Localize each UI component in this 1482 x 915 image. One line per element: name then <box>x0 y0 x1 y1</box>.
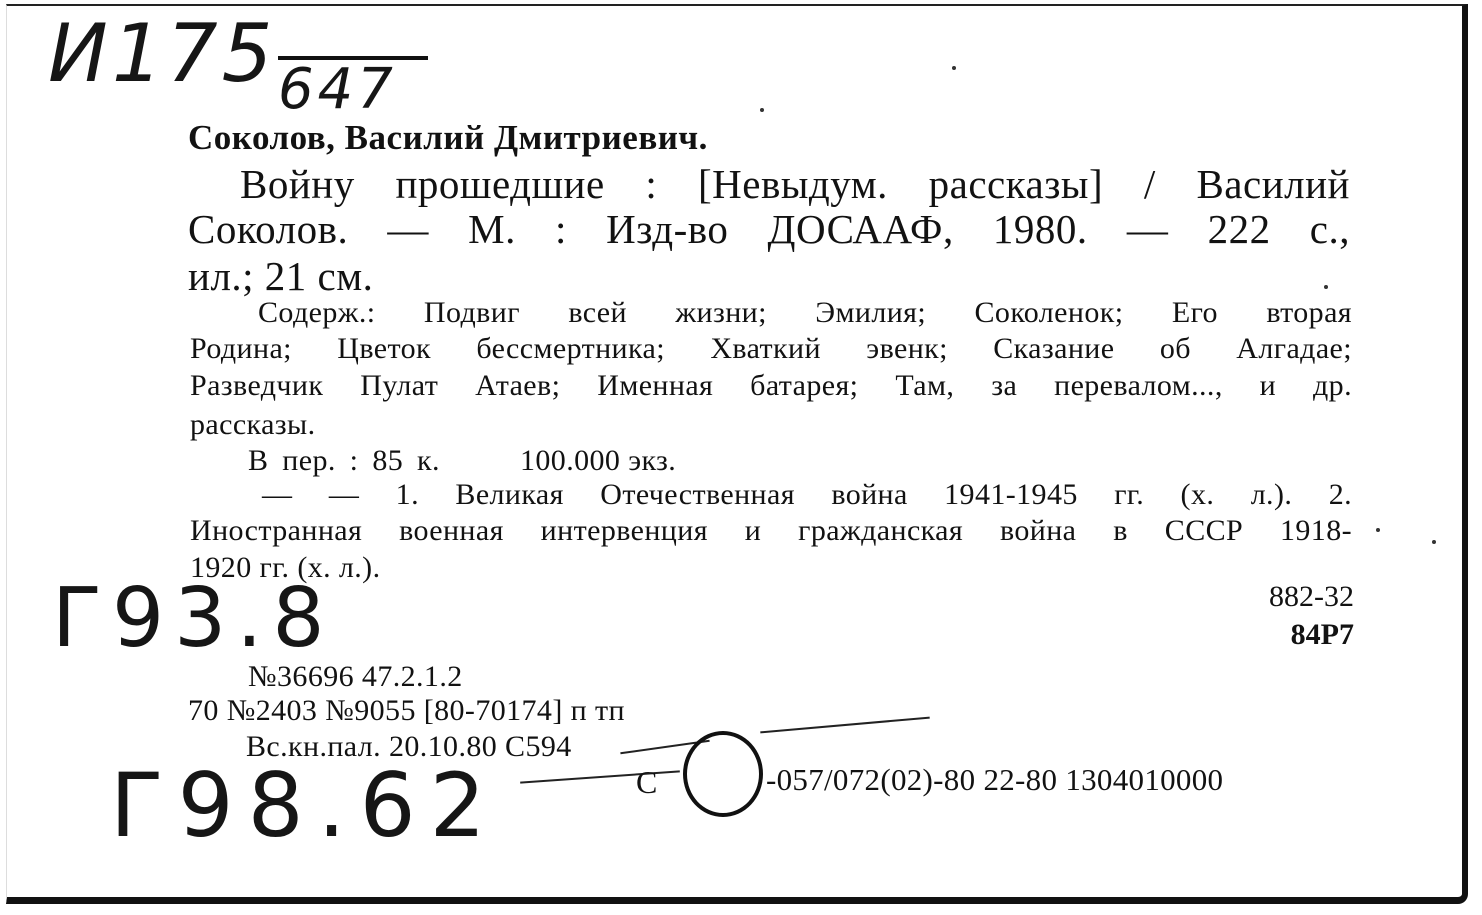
isbn-prefix-letter: С <box>636 764 658 800</box>
price-note: В пер. : 85 к. <box>248 444 440 477</box>
circle-mark <box>683 731 763 817</box>
speck <box>760 108 764 112</box>
contents-line: Родина; Цветок бессмертника; Хваткий эвенк; Сказание об Алгадае; <box>190 332 1352 365</box>
speck <box>1324 285 1328 289</box>
title-line: ил.; 21 см. <box>188 253 374 299</box>
contents-line: Содерж.: Подвиг всей жизни; Эмилия; Соколенок; Его вторая <box>258 296 1352 329</box>
subject-line: — — 1. Великая Отечественная война 1941-1945 гг. (х. л.). 2. <box>262 478 1352 511</box>
subject-line: 1920 гг. (х. л.). <box>190 551 381 584</box>
contents-line: рассказы. <box>190 408 316 441</box>
subject-line: Иностранная военная интервенция и гражданская война в СССР 1918- <box>190 514 1352 547</box>
handwritten-call-number-sub: 647 <box>278 56 428 118</box>
title-line: Соколов. — М. : Изд-во ДОСААФ, 1980. — 222 с., <box>188 206 1350 252</box>
contents-line: Разведчик Пулат Атаев; Именная батарея; Там, за перевалом..., и др. <box>190 369 1352 402</box>
reference-line: Вс.кн.пал. 20.10.80 С594 <box>246 730 572 763</box>
speck <box>1376 528 1380 532</box>
handwritten-class-mark: Г93.8 <box>52 571 335 666</box>
author-heading: Соколов, Василий Дмитриевич. <box>188 118 708 157</box>
isbn-code: -057/072(02)-80 22-80 1304010000 <box>766 762 1224 797</box>
title-line: Войну прошедшие : [Невыдум. рассказы] / Василий <box>240 161 1350 207</box>
print-run: 100.000 экз. <box>520 444 677 477</box>
reference-line: №36696 47.2.1.2 <box>248 660 463 693</box>
handwritten-shelf-mark: Г98.62 <box>110 754 500 857</box>
speck <box>1432 540 1436 544</box>
handwritten-call-number: И175 <box>48 7 277 100</box>
classification-code: 882-32 <box>1269 580 1354 613</box>
speck <box>952 66 956 70</box>
reference-line: 70 №2403 №9055 [80-70174] п тп <box>188 694 625 727</box>
author-sign-code: 84Р7 <box>1290 618 1354 651</box>
